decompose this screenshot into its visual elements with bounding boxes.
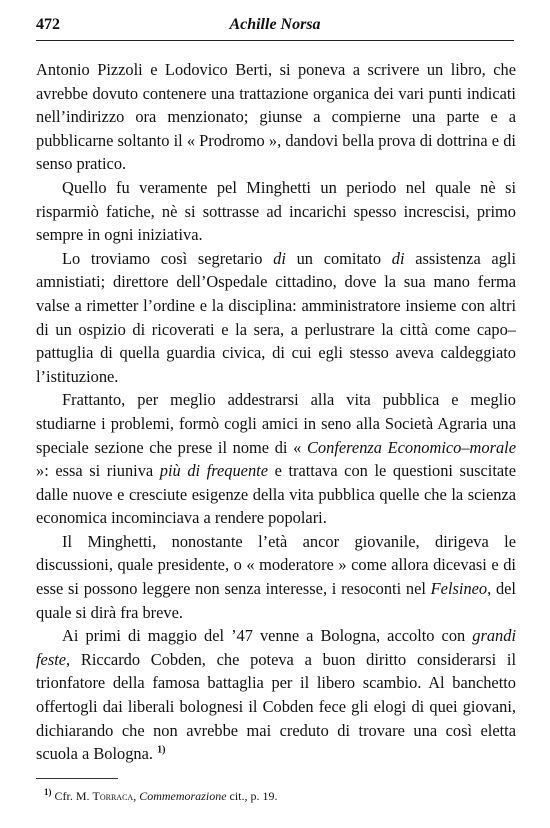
running-header [36, 16, 514, 41]
paragraph-3-text-a: Lo troviamo così segretario [62, 248, 274, 268]
page-number: 472 [36, 16, 60, 33]
footnote-author: Torraca [92, 789, 134, 803]
running-title: Achille Norsa [229, 16, 321, 33]
paragraph-4 [36, 388, 516, 530]
paragraph-4-text-a: Frattanto, per meglio addestrarsi alla vita pubblica e meglio studiarne i problemi, formò cogli amici in seno alla Società Agraria una speciale sezione che prese il nome di « [36, 390, 516, 457]
paragraph-4-text-c: e trattava con le questioni suscitate dalle nuove e cresciute esigenze della vita pubblica quelle che la scienza economica incominciava a rendere popolari. [36, 461, 516, 528]
paragraph-5-text-b: , del quale si dirà fra breve. [36, 579, 516, 622]
paragraph-2 [36, 176, 516, 247]
paragraph-4-italic-1: Conferenza Economico–morale [307, 437, 516, 457]
footnote-divider [36, 778, 118, 779]
paragraph-3-text-c: assistenza agli amnistiati; direttore dell’Ospedale cittadino, dove la sua mano ferma valse a rimetter l’ordine e la disciplina: amministratore insieme con altri di un ospizio di ricoverati e la sera, a perlustrare la città come capo–pattuglia di quella guardia civica, di cui egli stesso aveva caldeggiato l’istituzione. [36, 248, 516, 386]
body-text [36, 58, 516, 766]
paragraph-6-text-b: , Riccardo Cobden, che poteva a buon diritto considerarsi il trionfatore della famosa battaglia per il libero scambio. Al banchetto offertogli dai liberali bolognesi il Cobden fece gli elogi di quei giovani, dichiarando che non avrebbe mai creduto di trovare una così eletta scuola a Bologna. [36, 649, 516, 764]
paragraph-5 [36, 530, 516, 624]
footnote-separator: , [133, 789, 140, 803]
paragraph-3-text-b: un comitato [285, 248, 392, 268]
footnote-lead: Cfr. M. [54, 789, 93, 803]
footnote-number: 1) [44, 787, 52, 797]
paragraph-5-italic-1: Felsineo [430, 579, 488, 599]
paragraph-6-italic-1: grandi feste [36, 626, 516, 669]
paragraph-6-text-a: Ai primi di maggio del ’47 venne a Bologna, accolto con [62, 626, 473, 646]
footnote-tail: cit., p. 19. [226, 789, 278, 803]
paragraph-3-italic-1: di [273, 248, 286, 268]
paragraph-6 [36, 624, 516, 766]
paragraph-1 [36, 58, 516, 176]
footnote-work: Commemorazione [139, 789, 227, 803]
paragraph-3 [36, 247, 516, 389]
paragraph-4-italic-2: più di frequente [159, 461, 268, 481]
paragraph-2-text: Quello fu veramente pel Minghetti un periodo nel quale nè si risparmiò fatiche, nè si sottrasse ad incarichi spesso increscisi, primo sempre in ogni iniziativa. [36, 177, 516, 245]
footnote-reference[interactable]: 1) [157, 744, 166, 756]
paragraph-5-text-a: Il Minghetti, nonostante l’età ancor giovanile, dirigeva le discussioni, quale presidente, o « moderatore » come allora dicevasi e di esse si possono leggere non senza interesse, i resoconti nel [36, 531, 516, 599]
footnote [36, 789, 516, 804]
paragraph-1-text: Antonio Pizzoli e Lodovico Berti, si poneva a scrivere un libro, che avrebbe dovuto contenere una trattazione organica dei vari punti indicati nell’indirizzo ora menzionato; giunse a compierne una parte e a pubblicarne soltanto il « Prodromo », dandovi bella prova di dottrina e di senso pratico. [36, 60, 516, 174]
paragraph-3-italic-2: di [391, 248, 405, 268]
paragraph-4-text-b: »: essa si riuniva [36, 461, 160, 481]
